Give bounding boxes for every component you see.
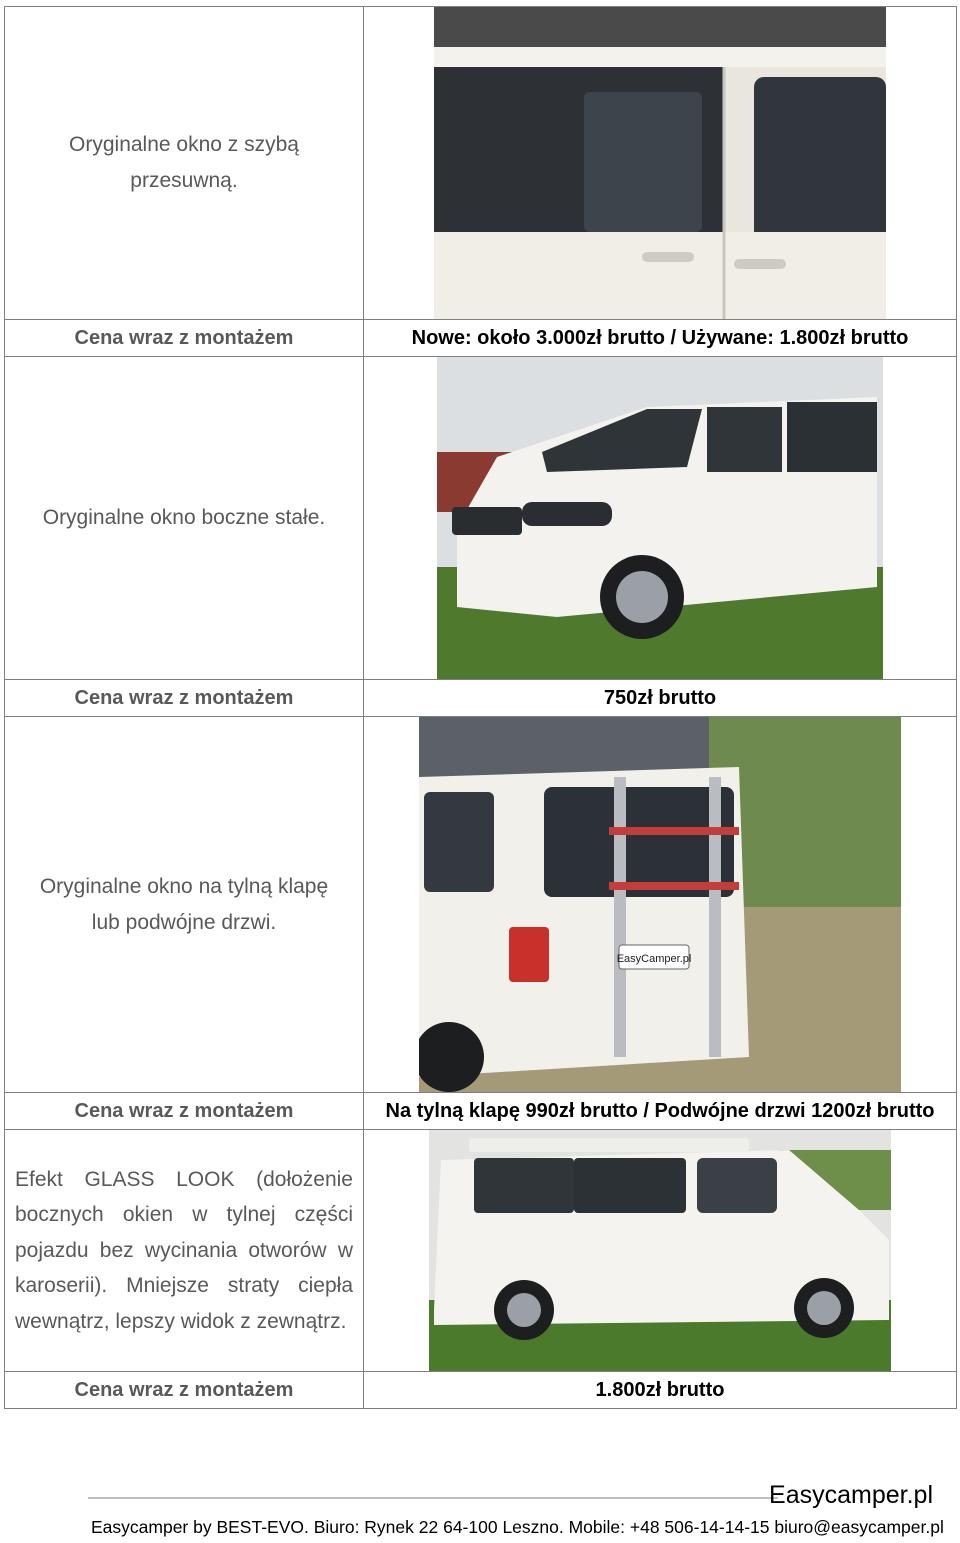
description-text: Efekt GLASS LOOK (dołożenie bocznych okien w tylnej części pojazdu bez wycinania otworów w karoserii). Mniejsze straty ciepła wewnątrz, lepszy widok z zewnątrz. [15,1167,353,1333]
van-rear-bike-rack-photo [419,717,901,1092]
footer-contact-info: Easycamper by BEST-EVO. Biuro: Rynek 22 64-100 Leszno. Mobile: +48 506-14-14-15 biuro@easycamper.pl [91,1517,944,1537]
price-row [5,680,957,717]
price-label: Cena wraz z montażem [5,1372,364,1409]
camper-van-glass-look-photo [429,1130,891,1371]
product-description [5,717,364,1093]
product-row [5,7,957,320]
price-label: Cena wraz z montażem [5,680,364,717]
price-value: 1.800zł brutto [364,1372,957,1409]
price-value: Na tylną klapę 990zł brutto / Podwójne drzwi 1200zł brutto [364,1093,957,1130]
product-photo-cell [364,357,957,680]
product-photo-cell [364,1130,957,1372]
price-row [5,1093,957,1130]
footer-divider [88,1497,778,1499]
product-photo-cell [364,717,957,1093]
description-text: Oryginalne okno boczne stałe. [42,506,326,529]
footer-brand: Easycamper.pl [769,1481,933,1509]
price-row [5,1372,957,1409]
van-sliding-window-photo [434,7,886,319]
product-description [5,357,364,680]
price-value: 750zł brutto [364,680,957,717]
price-label: Cena wraz z montażem [5,1093,364,1130]
product-description [5,7,364,320]
description-text: Oryginalne okno na tylną klapę lub podwójne drzwi. [39,874,329,934]
product-row [5,357,957,680]
van-front-photo [437,357,883,679]
description-text: Oryginalne okno z szybą przesuwną. [69,133,299,192]
pricing-table [4,6,957,1409]
product-description [5,1130,364,1372]
product-row [5,717,957,1093]
price-value: Nowe: około 3.000zł brutto / Używane: 1.800zł brutto [364,320,957,357]
product-row [5,1130,957,1372]
price-row [5,320,957,357]
price-label: Cena wraz z montażem [5,320,364,357]
product-photo-cell [364,7,957,320]
svg-text:EasyCamper.pl: EasyCamper.pl [616,953,692,965]
